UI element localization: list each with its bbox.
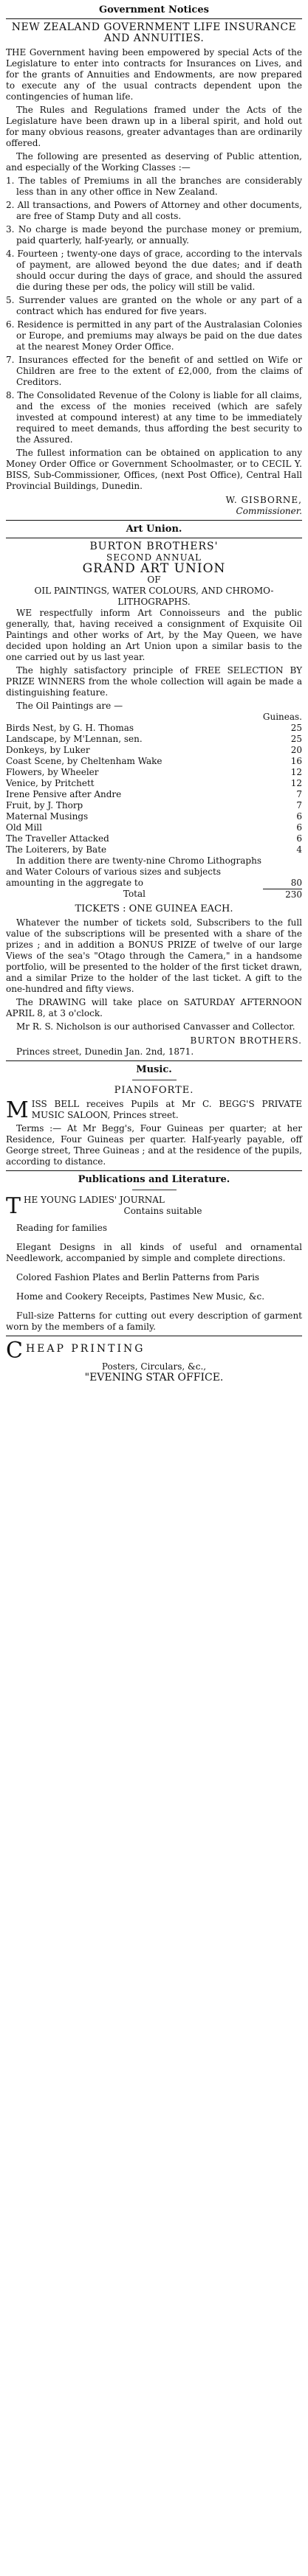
painting-value: 6 <box>296 811 302 822</box>
government-notices-section <box>6 4 302 517</box>
table-row <box>6 712 302 723</box>
painting-name: Maternal Musings <box>6 811 89 822</box>
section-header: Art Union. <box>126 524 182 535</box>
painting-value: 80 <box>290 877 302 888</box>
painting-name: Flowers, by Wheeler <box>6 767 99 777</box>
table-row <box>6 844 302 855</box>
dateline: Princes street, Dunedin Jan. 2nd, 1871. <box>16 1046 194 1057</box>
drawing-paragraph: The DRAWING will take place on SATURDAY AFTERNOON APRIL 8, at 3 o'clock. <box>6 996 302 1018</box>
table-row <box>6 822 302 833</box>
list-item: 4. Fourteen ; twenty-one days of grace, according to the intervals of payment, are allowed beyond the due dates; and if death should occur during the days of grace, and should the assured die during these per ods, the policy will still be valid. <box>6 249 302 292</box>
divider <box>6 18 302 19</box>
journal-feature: Elegant Designs in all kinds of useful and ornamental Needlework, accompanied by simple and complete directions. <box>6 1241 302 1263</box>
printing-title-block <box>6 1339 302 1361</box>
painting-name: Donkeys, by Luker <box>6 745 90 755</box>
notice-intro: THE Government having been empowered by special Acts of the Legislature to enter into contracts for Insurances on Lives, and for the grants of Annuities and Endowments, are now prepared to execute any of the usual contracts dependent upon the contingencies of human life. <box>6 47 302 102</box>
advert-heading: OIL PAINTINGS, WATER COLOURS, AND CHROMO-LITHOGRAPHS. <box>34 586 274 607</box>
table-row <box>6 889 302 900</box>
journal-feature: Full-size Patterns for cutting out every description of garment worn by the members of a family. <box>6 1310 302 1332</box>
table-row <box>6 701 302 712</box>
printing-title: HEAP PRINTING <box>25 1342 146 1355</box>
painting-value: 16 <box>290 756 302 766</box>
section-header: Government Notices <box>99 4 209 15</box>
paintings-table <box>6 701 302 900</box>
section-header: Music. <box>136 1063 172 1075</box>
painting-name: Coast Scene, by Cheltenham Wake <box>6 756 162 766</box>
divider <box>6 520 302 521</box>
signature-role: Commissioner. <box>236 506 302 516</box>
painting-name: Venice, by Pritchett <box>6 778 95 788</box>
printing-subtitle: Posters, Circulars, &c., <box>101 1361 207 1372</box>
list-item: 3. No charge is made beyond the purchase money or premium, paid quarterly, half-yearly, or annually. <box>6 224 302 246</box>
art-union-intro: WE respectfully inform Art Connoisseurs and the public generally, that, having received a consignment of Exquisite Oil Paintings and other works of Art, by the May Queen, we have decided upon holding an Art Union upon a similar basis to the one carried out by us last year. <box>6 608 302 662</box>
painting-name: Fruit, by J. Thorp <box>6 800 83 810</box>
painting-value: 12 <box>290 767 302 777</box>
painting-value: 20 <box>290 745 302 755</box>
painting-value: 6 <box>296 822 302 833</box>
journal-title-block <box>6 1195 302 1217</box>
journal-title: HE YOUNG LADIES' JOURNAL <box>24 1194 165 1205</box>
journal-feature: Reading for families <box>16 1222 107 1233</box>
tickets-heading: TICKETS : ONE GUINEA EACH. <box>75 903 233 914</box>
painting-name: Old Mill <box>6 822 42 833</box>
journal-feature: Colored Fashion Plates and Berlin Patterns from Paris <box>16 1271 260 1282</box>
painting-name: The Loiterers, by Bate <box>6 844 107 855</box>
painting-name: In addition there are twenty-nine Chromo Lithographs and Water Colours of various sizes and subjects amounting in the aggregate to <box>6 855 261 888</box>
canvasser-paragraph: Mr R. S. Nicholson is our authorised Canvasser and Collector. <box>16 1021 295 1032</box>
drop-cap: M <box>6 1098 29 1123</box>
art-union-section <box>6 524 302 1058</box>
signature: W. GISBORNE, <box>225 495 302 505</box>
table-row <box>6 811 302 822</box>
advert-heading: SECOND ANNUAL <box>106 552 202 563</box>
painting-value: 7 <box>296 789 302 799</box>
printing-section <box>6 1339 302 1384</box>
tickets-paragraph: Whatever the number of tickets sold, Subscribers to the full value of the subscriptions will be presented with a share of the prizes ; and in addition a BONUS PRIZE of twelve of our large Views of the sea's "Otago through the Camera," in a handsome portfolio, will be presented to the holder of the first ticket drawn, and a similar Prize to the holder of the last ticket. A gift to the one-hundred and fifty views. <box>6 917 302 994</box>
table-row <box>6 833 302 844</box>
notice-info-paragraph: The fullest information can be obtained on application to any Money Order Office or Government Schoolmaster, or to CECIL Y. BISS, Sub-Commissioner, Offices, (next Post Office), Central Hall Provincial Buildings, Dunedin. <box>6 448 302 491</box>
painting-value: 6 <box>296 833 302 844</box>
advert-heading: OF <box>147 574 161 585</box>
divider <box>6 1170 302 1171</box>
total-label: Total <box>123 889 146 900</box>
publications-section <box>6 1174 302 1333</box>
music-intro: ISS BELL receives Pupils at Mr C. BEGG'S PRIVATE MUSIC SALOON, Princes street. <box>31 1098 302 1120</box>
painting-value: 25 <box>290 723 302 733</box>
journal-feature: Home and Cookery Receipts, Pastimes New Music, &c. <box>16 1291 265 1302</box>
art-union-principle: The highly satisfactory principle of FREE SELECTION BY PRIZE WINNERS from the whole collection will again be made a distinguishing feature. <box>6 665 302 698</box>
advert-heading: GRAND ART UNION <box>82 561 226 576</box>
painting-name: Birds Nest, by G. H. Thomas <box>6 723 134 733</box>
table-row <box>6 723 302 734</box>
advert-title: PIANOFORTE. <box>114 1084 194 1096</box>
table-row <box>6 767 302 778</box>
notice-following-paragraph: The following are presented as deserving of Public attention, and especially of the Working Classes :— <box>6 151 302 173</box>
painting-value: 25 <box>290 734 302 744</box>
table-row <box>6 778 302 789</box>
list-item: 2. All transactions, and Powers of Attorney and other documents, are free of Stamp Duty and all costs. <box>6 200 302 221</box>
list-item: 7. Insurances effected for the benefit of and settled on Wife or Children are free to the extent of £2,000, from the claims of Creditors. <box>6 355 302 387</box>
painting-value: 7 <box>296 800 302 810</box>
notice-title: NEW ZEALAND GOVERNMENT LIFE INSURANCE AND ANNUITIES. <box>11 21 297 44</box>
drop-cap: T <box>6 1194 21 1217</box>
table-row <box>6 789 302 800</box>
list-item: 6. Residence is permitted in any part of the Australasian Colonies or Europe, and premiums may always be paid on the due dates at the nearest Money Order Office. <box>6 319 302 352</box>
notice-item-list <box>6 176 302 445</box>
notice-rules-paragraph: The Rules and Regulations framed under the Acts of the Legislature have been drawn up in a liberal spirit, and hold out for many obvious reasons, greater advantages than are ordinarily offered. <box>6 105 302 148</box>
advert-heading: BURTON BROTHERS' <box>89 541 219 552</box>
printing-office: "EVENING STAR OFFICE. <box>84 1371 224 1384</box>
table-row <box>6 855 302 889</box>
music-section <box>6 1064 302 1167</box>
music-terms: Terms :— At Mr Begg's, Four Guineas per quarter; at her Residence, Four Guineas per quarter. Half-yearly payable, off George street, Three Guineas ; and at the residence of the pupils, according to distance. <box>6 1122 302 1167</box>
list-item: 1. The tables of Premiums in all the branches are considerably less than in any other office in New Zealand. <box>6 176 302 197</box>
drop-cap: C <box>6 1339 23 1361</box>
table-header-cell: The Oil Paintings are — <box>16 701 123 711</box>
painting-value: 4 <box>296 844 302 855</box>
table-row <box>6 756 302 767</box>
table-header-cell: Guineas. <box>262 712 302 722</box>
painting-name: The Traveller Attacked <box>6 833 109 844</box>
music-advert <box>6 1099 302 1123</box>
list-item: 8. The Consolidated Revenue of the Colony is liable for all claims, and the excess of the monies received (which are safely invested at compound interest) at any time to be immediately required to meet demands, thus affording the best security to the Assured. <box>6 390 302 445</box>
divider <box>6 1060 302 1061</box>
painting-value: 12 <box>290 778 302 788</box>
table-row <box>6 734 302 745</box>
section-header: Publications and Literature. <box>78 1173 230 1185</box>
table-row <box>6 800 302 811</box>
total-value: 230 <box>263 889 302 900</box>
painting-name: Landscape, by M'Lennan, sen. <box>6 734 143 744</box>
signature: BURTON BROTHERS. <box>190 1035 302 1046</box>
list-item: 5. Surrender values are granted on the whole or any part of a contract which has endured for five years. <box>6 295 302 316</box>
painting-name: Irene Pensive after Andre <box>6 789 122 799</box>
table-row <box>6 745 302 756</box>
journal-subtitle: Contains suitable <box>123 1205 202 1216</box>
